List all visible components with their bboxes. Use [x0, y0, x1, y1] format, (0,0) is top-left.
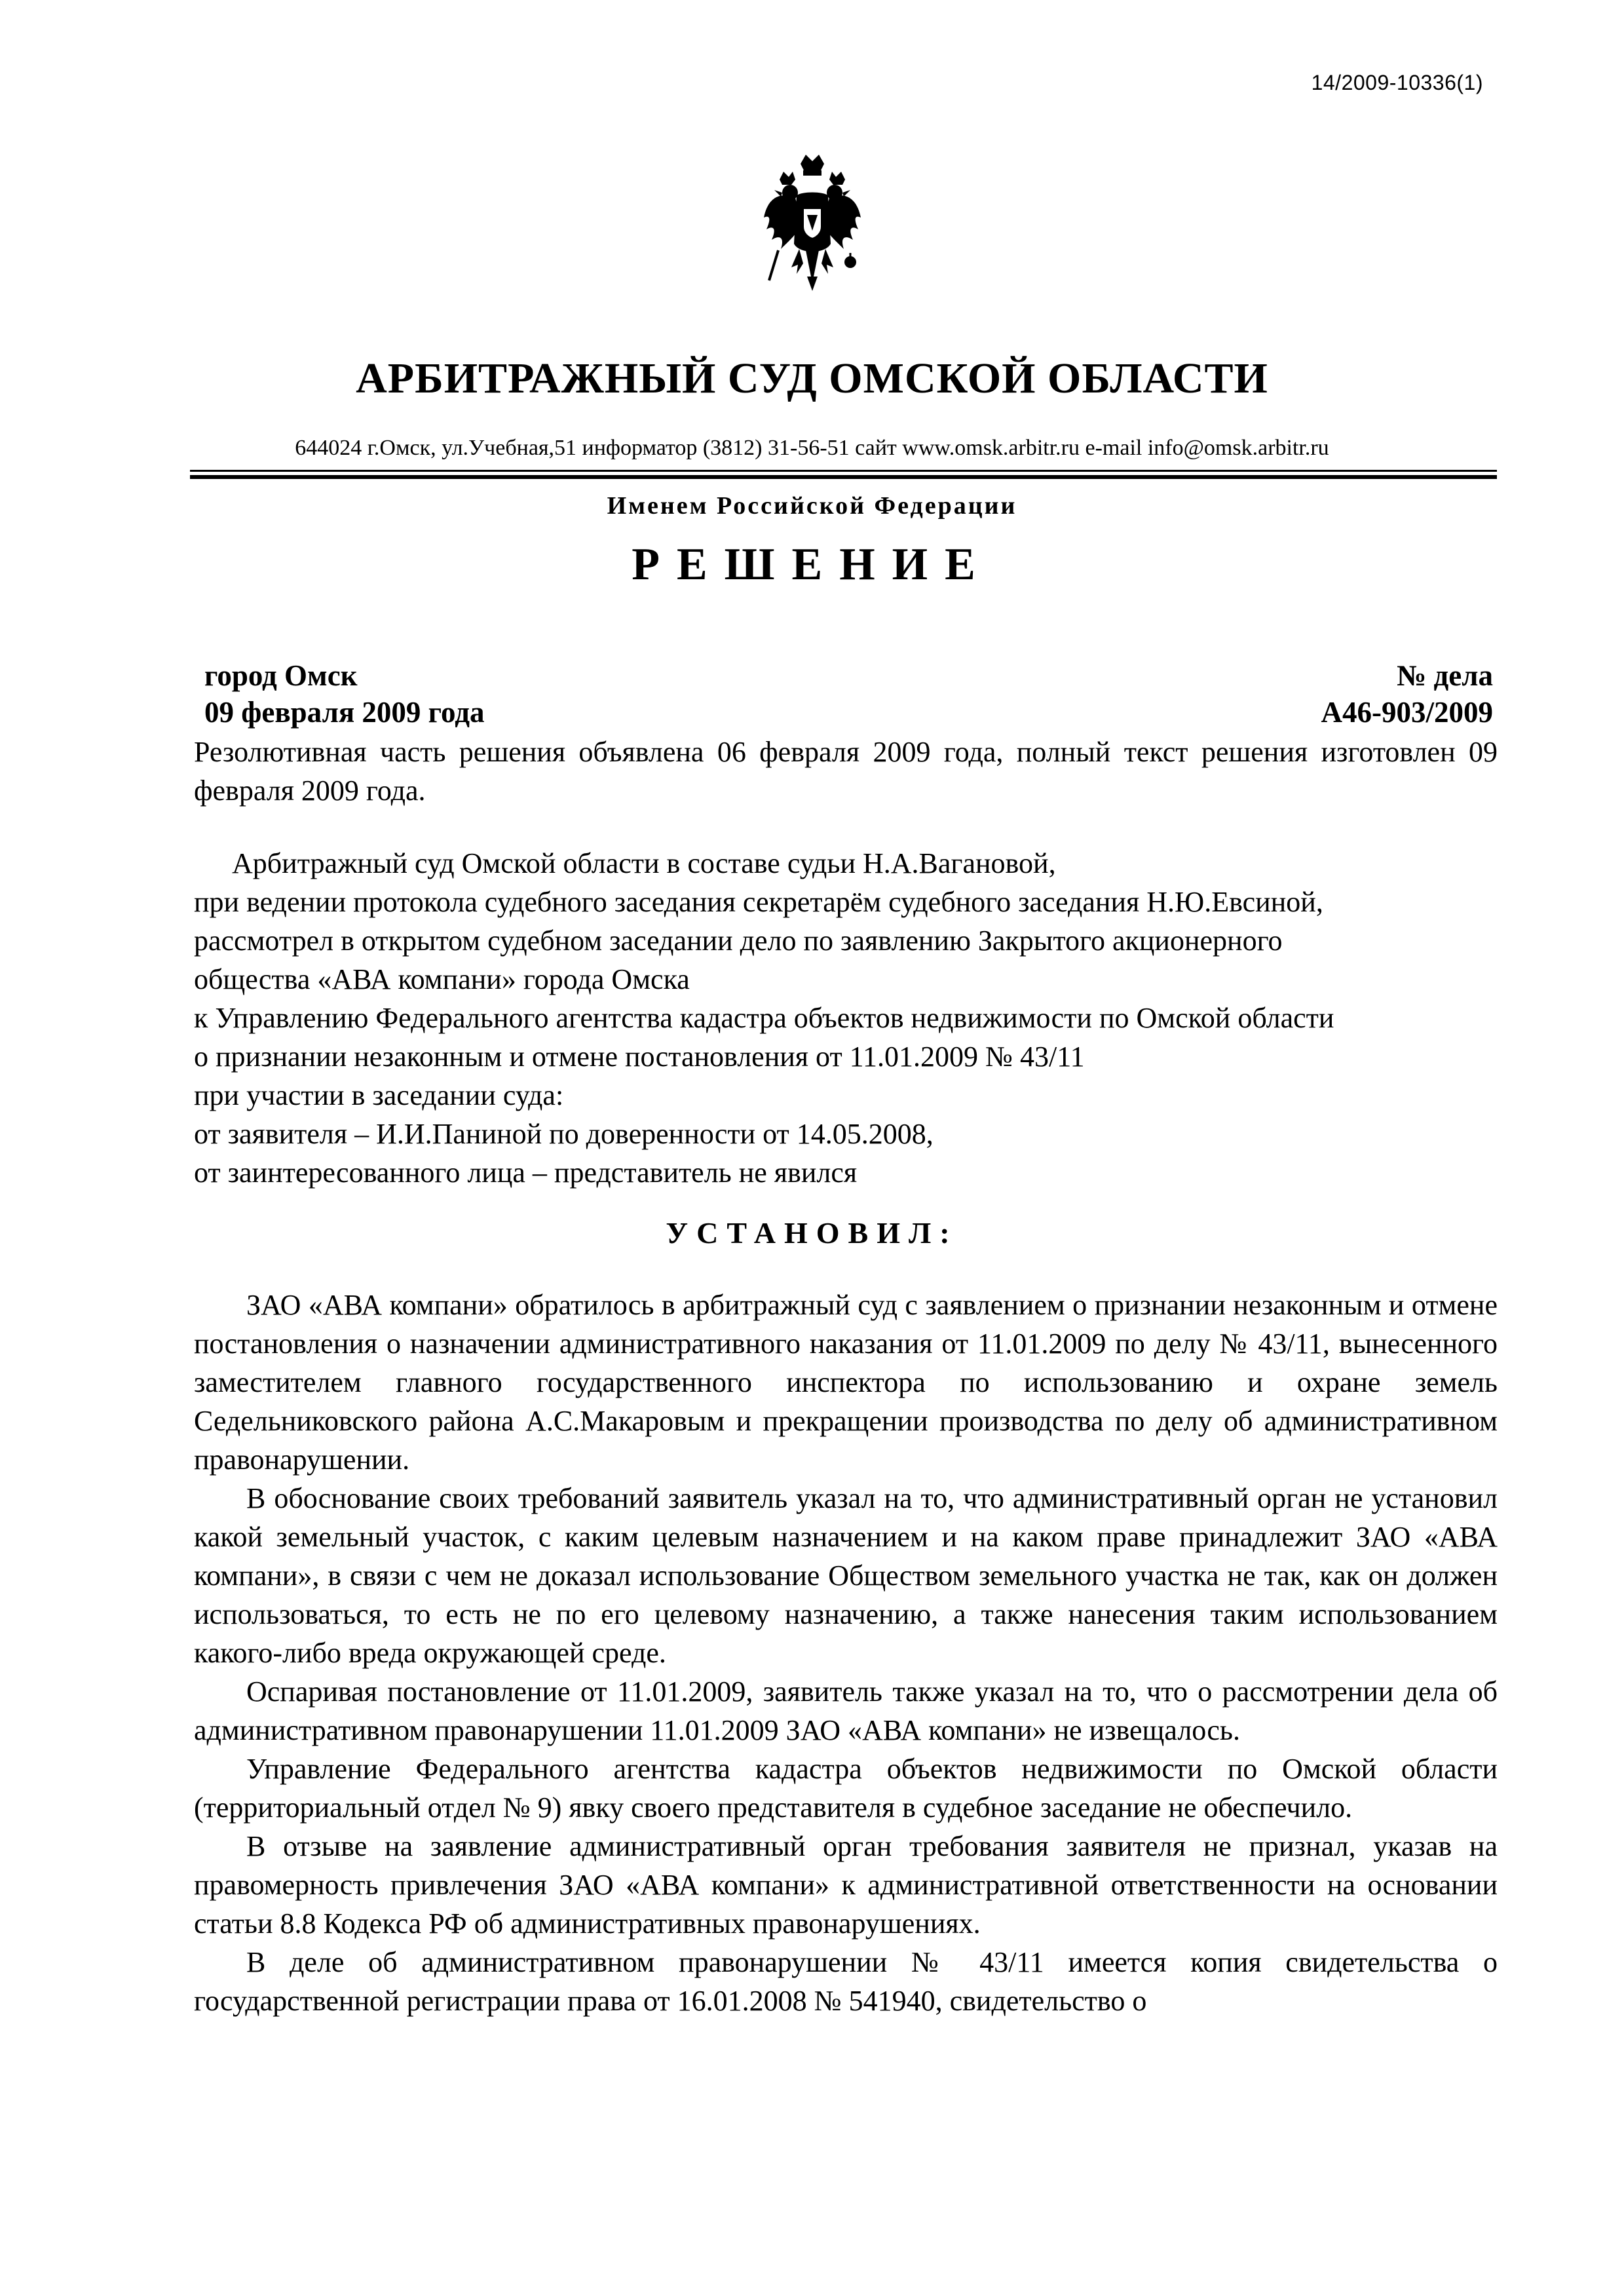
paragraph: ЗАО «АВА компани» обратилось в арбитражный суд с заявлением о признании незаконным и отмене постановления о назначении административного наказания от 11.01.2009 по делу № 43/11, вынесенного заместителем главного государственного инспектора по использованию и охране земель Седельниковского района А.С.Макаровым и прекращении производства по делу об административном правонарушении.: [194, 1289, 1498, 1476]
decision-title: РЕШЕНИЕ: [632, 539, 992, 590]
paragraph: В деле об административном правонарушении № 43/11 имеется копия свидетельства о государственной регистрации права от 16.01.2008 № 541940, свидетельство о: [194, 1946, 1498, 2017]
russian-double-headed-eagle-emblem-icon: [760, 152, 865, 293]
header-left: [204, 657, 484, 731]
header-city: город Омск: [204, 659, 358, 692]
proceedings-line: к Управлению Федерального агентства кадастра объектов недвижимости по Омской области: [194, 1002, 1334, 1034]
case-number-label: № дела: [1397, 659, 1493, 692]
paragraph: Оспаривая постановление от 11.01.2009, заявитель также указал на то, что о рассмотрении дела об административном правонарушении 11.01.2009 ЗАО «АВА компани» не извещалось.: [194, 1675, 1498, 1746]
proceedings-line: общества «АВА компани» города Омска: [194, 963, 690, 995]
proceedings-line: при участии в заседании суда:: [194, 1079, 564, 1111]
paragraph: В отзыве на заявление административный орган требования заявителя не признал, указав на правомерность привлечения ЗАО «АВА компани» к административной ответственности на основании статьи 8.8 Кодекса РФ об административных правонарушениях.: [194, 1830, 1498, 1940]
header-rule-thin: [190, 470, 1497, 472]
established-heading: УСТАНОВИЛ:: [666, 1216, 958, 1250]
proceedings-line: от заявителя – И.И.Паниной по доверенности от 14.05.2008,: [194, 1118, 934, 1150]
proceedings-line: от заинтересованного лица – представитель не явился: [194, 1157, 858, 1189]
court-title: АРБИТРАЖНЫЙ СУД ОМСКОЙ ОБЛАСТИ: [356, 354, 1268, 402]
header-right: [1321, 657, 1494, 731]
proceedings-line: о признании незаконным и отмене постановления от 11.01.2009 № 43/11: [194, 1041, 1085, 1073]
header-date: 09 февраля 2009 года: [204, 696, 485, 729]
document-number: 14/2009-10336(1): [1311, 71, 1483, 94]
proceedings-line: при ведении протокола судебного заседания секретарём судебного заседания Н.Ю.Евсиной,: [194, 886, 1323, 918]
resolution-note: [194, 733, 1498, 810]
proceedings-block: [194, 844, 1504, 1192]
in-name-of-federation: Именем Российской Федерации: [607, 492, 1017, 520]
proceedings-line: Арбитражный суд Омской области в составе судьи Н.А.Вагановой,: [232, 847, 1056, 879]
case-number: А46-903/2009: [1321, 696, 1493, 729]
paragraph: Управление Федерального агентства кадастра объектов недвижимости по Омской области (территориальный отдел № 9) явку своего представителя в судебное заседание не обеспечило.: [194, 1753, 1498, 1824]
header-rule-thick: [190, 475, 1497, 479]
court-contacts: 644024 г.Омск, ул.Учебная,51 информатор (3812) 31-56-51 сайт www.omsk.arbitr.ru e-mail info@omsk.arbitr.ru: [295, 436, 1329, 460]
established-body: [194, 1286, 1498, 2020]
paragraph: В обоснование своих требований заявитель указал на то, что административный орган не установил какой земельный участок, с каким целевым назначением и на каком праве принадлежит ЗАО «АВА компани», в связи с чем не доказал использование Обществом земельного участка не так, как он должен использоваться, то есть не по его целевому назначению, а также нанесения таким использованием какого-либо вреда окружающей среде.: [194, 1482, 1498, 1669]
resolution-note-text: Резолютивная часть решения объявлена 06 февраля 2009 года, полный текст решения изготовлен 09 февраля 2009 года.: [194, 736, 1498, 807]
proceedings-line: рассмотрел в открытом судебном заседании дело по заявлению Закрытого акционерного: [194, 925, 1283, 957]
